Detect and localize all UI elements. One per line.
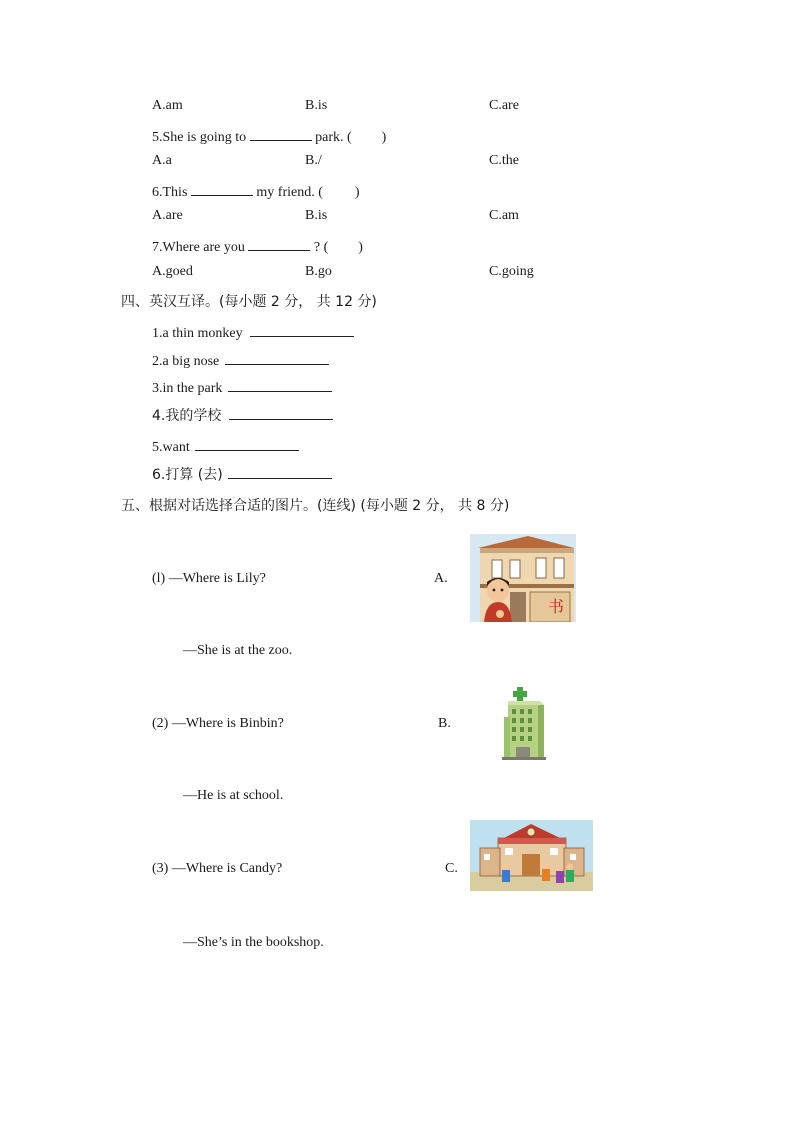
dialog-1-answer: —She is at the zoo.	[183, 643, 293, 658]
translation-item-5-text: 5.want	[152, 440, 190, 455]
translation-item-3	[152, 377, 332, 397]
translation-item-2-text: 2.a big nose	[152, 354, 220, 369]
bookshop-picture	[470, 534, 576, 622]
hospital-picture	[496, 687, 548, 762]
q6-suffix: my friend.	[256, 185, 315, 200]
question-6	[152, 181, 360, 201]
translation-blank-4[interactable]	[229, 405, 333, 420]
translation-item-4-text: 4.我的学校	[152, 408, 222, 424]
q4-option-a: A.am	[152, 98, 183, 113]
q5-prefix: 5.She is going to	[152, 130, 247, 145]
question-7	[152, 236, 363, 256]
q7-prefix: 7.Where are you	[152, 240, 245, 255]
q4-option-c: C.are	[489, 98, 519, 113]
dialog-3-answer: —She’s in the bookshop.	[183, 935, 324, 950]
q6-close: )	[354, 185, 360, 200]
translation-item-6	[152, 464, 332, 484]
picture-option-b-label: B.	[438, 716, 451, 731]
translation-item-5	[152, 436, 299, 456]
q7-close: )	[358, 240, 363, 255]
translation-item-4	[152, 405, 333, 425]
question-5	[152, 126, 386, 146]
dialog-1-question: (l) —Where is Lily?	[152, 571, 266, 586]
dialog-3-question: (3) —Where is Candy?	[152, 861, 283, 876]
q6-option-a: A.are	[152, 208, 183, 223]
translation-item-2	[152, 350, 329, 370]
q5-option-a: A.a	[152, 153, 172, 168]
q7-blank[interactable]	[248, 236, 310, 251]
svg-text:书: 书	[548, 597, 565, 616]
q6-option-b: B.is	[305, 208, 328, 223]
q7-option-c: C.going	[489, 264, 534, 279]
translation-blank-3[interactable]	[228, 377, 332, 392]
translation-blank-2[interactable]	[225, 350, 329, 365]
translation-blank-5[interactable]	[195, 436, 299, 451]
translation-item-1-text: 1.a thin monkey	[152, 326, 243, 341]
q4-option-b: B.is	[305, 98, 328, 113]
translation-item-6-text: 6.打算 (去)	[152, 467, 223, 483]
picture-option-c-label: C.	[445, 861, 458, 876]
section-5-title: 五、根据对话选择合适的图片。(连线) (每小题 2 分， 共 8 分)	[121, 498, 510, 514]
q7-option-a: A.goed	[152, 264, 193, 279]
school-picture	[470, 820, 593, 891]
q6-option-c: C.am	[489, 208, 519, 223]
q5-option-c: C.the	[489, 153, 519, 168]
q6-blank[interactable]	[191, 181, 253, 196]
dialog-2-answer: —He is at school.	[183, 788, 284, 803]
translation-blank-6[interactable]	[228, 464, 332, 479]
translation-item-1	[152, 322, 354, 342]
q5-blank[interactable]	[250, 126, 312, 141]
translation-item-3-text: 3.in the park	[152, 381, 223, 396]
q7-option-b: B.go	[305, 264, 332, 279]
q6-prefix: 6.This	[152, 185, 188, 200]
q5-close: )	[381, 130, 387, 145]
dialog-2-question: (2) —Where is Binbin?	[152, 716, 284, 731]
q6-open: (	[318, 185, 323, 200]
picture-option-a-label: A.	[434, 571, 448, 586]
section-4-title: 四、英汉互译。(每小题 2 分， 共 12 分)	[121, 294, 377, 310]
q5-option-b: B./	[305, 153, 322, 168]
translation-blank-1[interactable]	[250, 322, 354, 337]
q5-suffix: park. (	[315, 130, 352, 145]
q7-suffix: ? (	[313, 240, 329, 255]
